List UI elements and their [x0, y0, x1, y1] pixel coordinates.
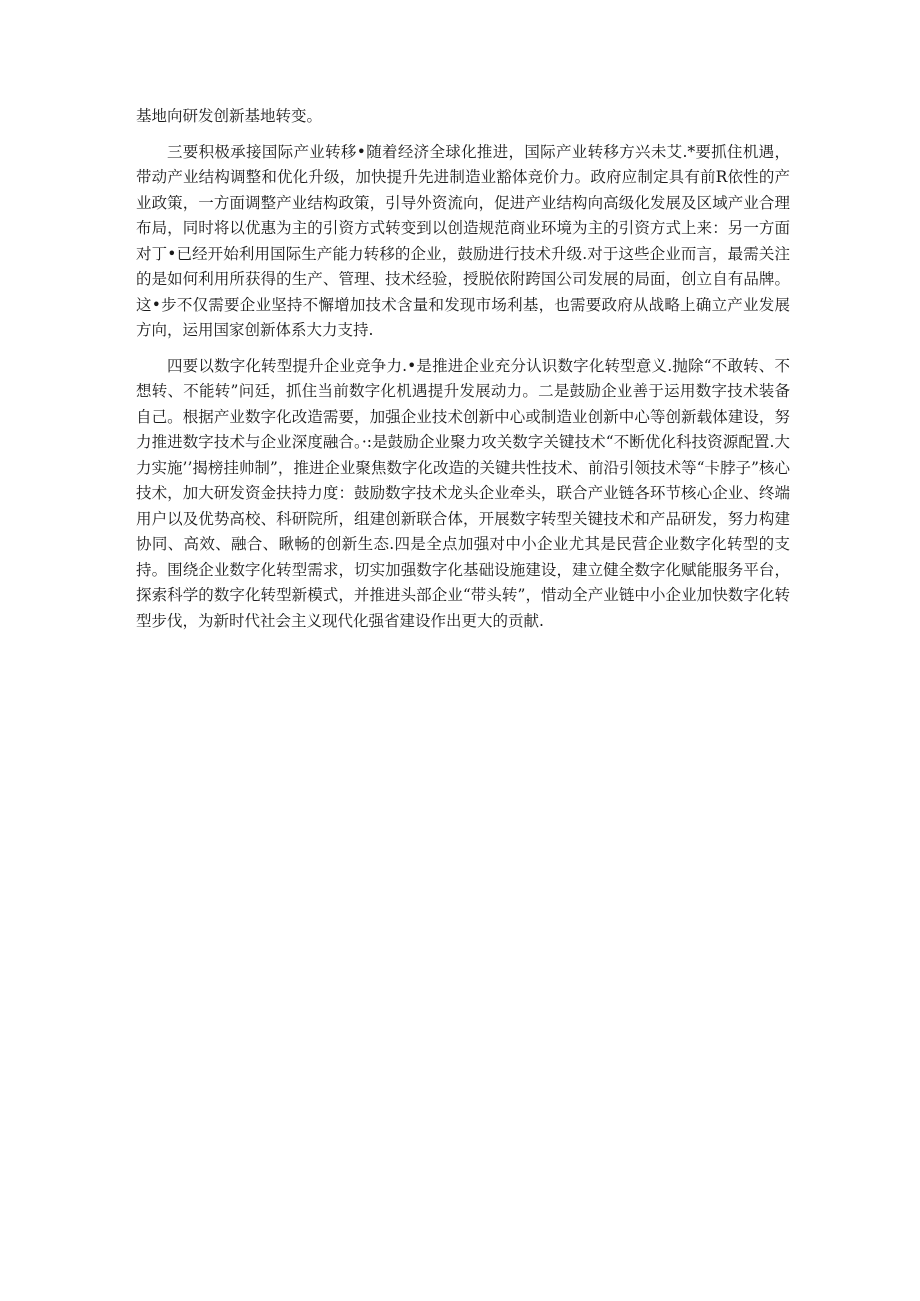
- document-body: [136, 104, 790, 644]
- paragraph-international-industry-transfer: 三要积极承接国际产业转移•随着经济全球化推进，国际产业转移方兴未艾.*要抓住机遇，带动产业结构调整和优化升级，加快提升先进制造业豁体竞价力。政府应制定具有前R依性的产业政策，一方面调整产业结构政策，引导外资流向，促进产业结构向高级化发展及区域产业合理布局，同时将以优惠为主的引资方式转变到以创造规范商业环境为主的引资方式上来：另一方面对丁•已经开始利用国际生产能力转移的企业，鼓励进行技术升级.对于这些企业而言，最需关注的是如何利用所获得的生产、管理、技术经验，授脱依附跨国公司发展的局面，创立自有品牌。这•步不仅需要企业坚持不懈增加技术含量和发现市场利基，也需要政府从战略上确立产业发展方向，运用国家创新体系大力支持.: [136, 142, 790, 339]
- paragraph-digital-transformation: 四要以数字化转型提升企业竞争力.•是推进企业充分认识数字化转型意义.抛除“不敢转、不想转、不能转”问廷，抓住当前数字化机遇提升发展动力。二是鼓励企业善于运用数字技术装备自己。根据产业数字化改造需要，加强企业技术创新中心或制造业创新中心等创新载体建设，努力推进数字技术与企业深度融合。·:是鼓励企业聚力攻关数字关键技术“不断优化科技资源配置.大力实施’’揭榜挂帅制”，推进企业聚焦数字化改造的关键共性技术、前沿引领技术等“卡脖子”核心技术，加大研发资金扶持力度：鼓励数字技术龙头企业牵头，联合产业链各环节核心企业、终端用户以及优势高校、科研院所，组建创新联合体，开展数字转型关键技术和产品研发，努力构建协同、高效、融合、瞅畅的创新生态.四是全点加强对中小企业尤其是民营企业数字化转型的支持。围绕企业数字化转型需求，切实加强数字化基础设施建设，建立健全数字化赋能服务平台，探索科学的数字化转型新模式，并推进头部企业“带头转”，惜动全产业链中小企业加快数字化转型步伐，为新时代社会主义现代化强省建设作出更大的贡献.: [136, 356, 790, 630]
- paragraph-continuation: 基地向研发创新基地转变。: [136, 107, 323, 125]
